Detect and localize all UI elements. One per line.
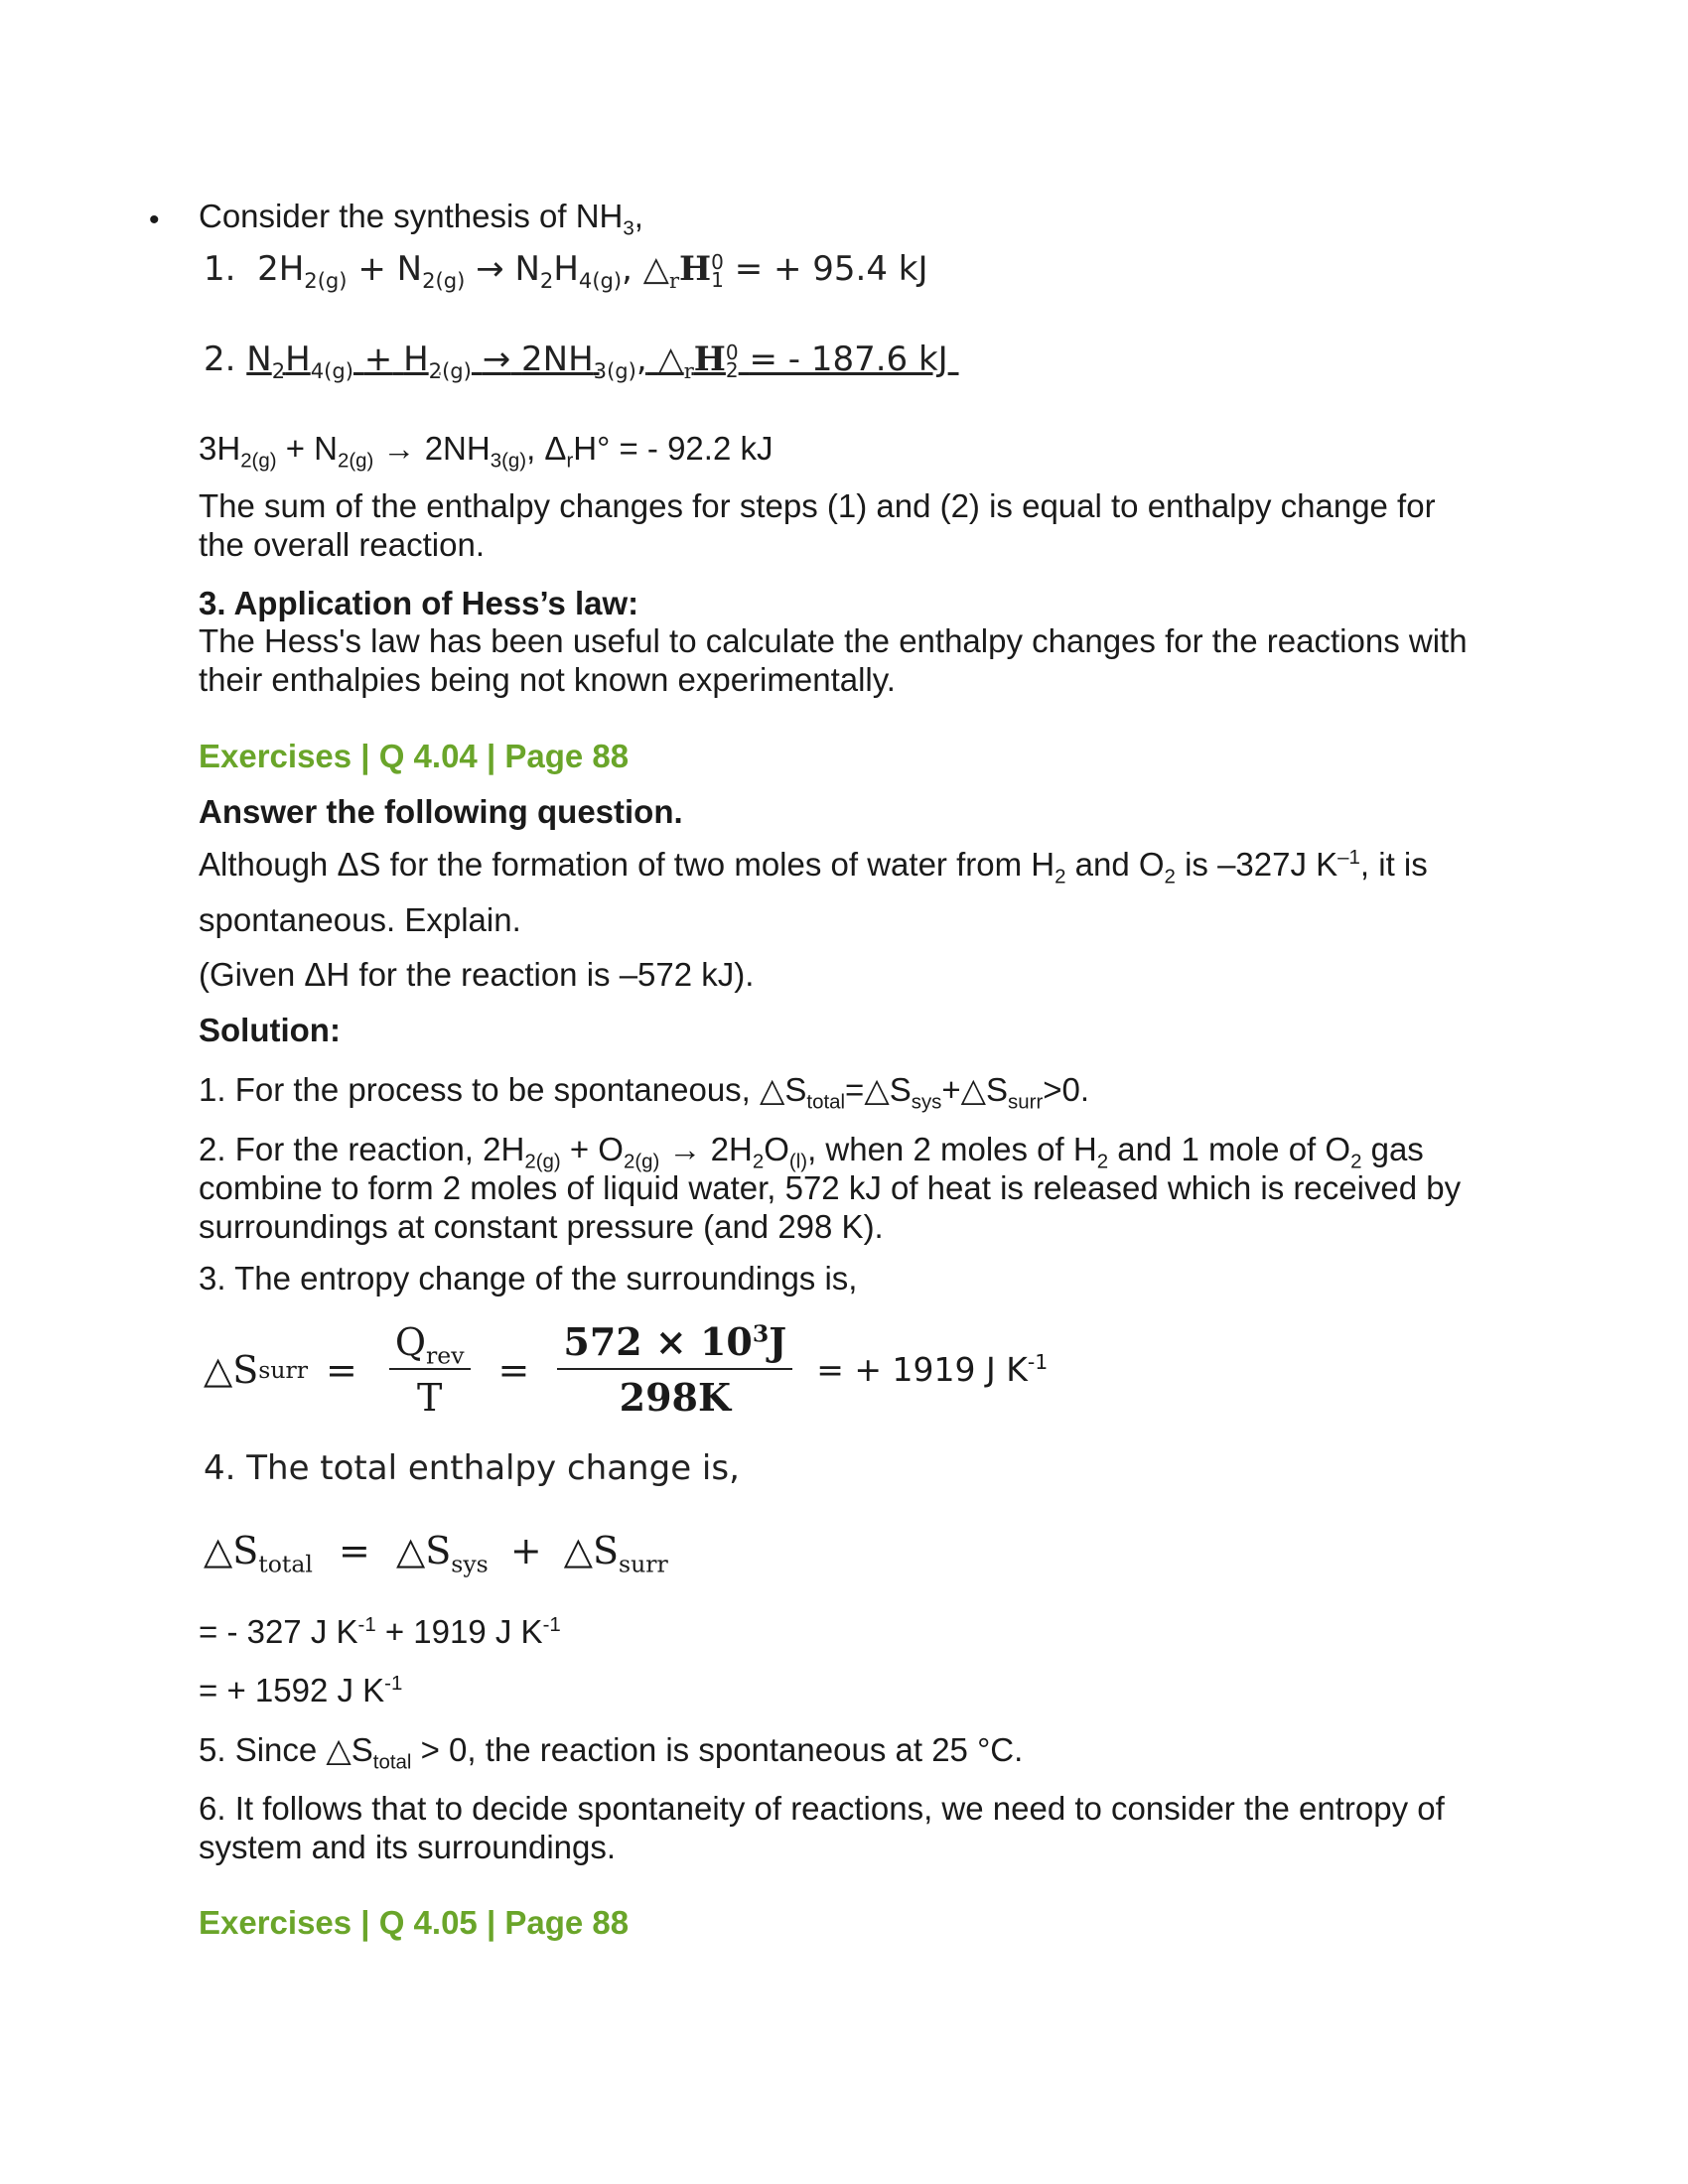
calculation-line-1: [199, 1612, 1489, 1651]
calc1-s1: -1: [357, 1613, 376, 1636]
step2-underlined: [246, 340, 958, 383]
solution-step-2: [199, 1130, 1509, 1246]
step2-comma: ,: [635, 340, 647, 379]
application-heading: 3. Application of Hess’s law:: [199, 585, 639, 621]
solution-step-4: 4. The total enthalpy change is,: [204, 1448, 740, 1488]
step1-value: = + 95.4 kJ: [734, 249, 928, 289]
question-sup: –1: [1337, 846, 1360, 869]
step1-r: r: [668, 267, 680, 293]
sol2-p6: and 1 mole of O: [1108, 1131, 1351, 1167]
sol5-p1: 5. Since △S: [199, 1731, 373, 1768]
sol2-p3: → 2H: [659, 1131, 753, 1167]
fraction2-denominator: 298K: [619, 1375, 731, 1420]
eq-surr-num2-end: J: [769, 1319, 787, 1364]
eq-surr-result: [816, 1348, 1048, 1392]
step1-prod: N: [514, 249, 540, 289]
overall-arrow: → 2NH: [373, 430, 491, 467]
intro-text: Consider the synthesis of NH: [199, 198, 624, 234]
step2-plus: +: [363, 340, 393, 379]
intro-sub: 3: [623, 216, 634, 240]
sum-paragraph: The sum of the enthalpy changes for steps (1) and (2) is equal to enthalpy change for the overall reaction.: [199, 487, 1436, 563]
equation-total: [204, 1529, 1494, 1578]
question-s2: 2: [1164, 865, 1176, 888]
sol2-p4: O: [764, 1131, 789, 1167]
step1-sub: 1: [711, 267, 724, 292]
eq-surr-num1: Q: [394, 1320, 427, 1364]
sol1-s3: surr: [1008, 1090, 1044, 1114]
step1-comma: ,: [622, 249, 633, 289]
step2-sub: 2: [725, 357, 739, 382]
fraction-q-over-t: [389, 1320, 471, 1420]
eq-total-equals: =: [339, 1529, 370, 1572]
step2-r1-mid: H: [285, 340, 311, 379]
sol2-p5: , when 2 moles of H: [807, 1131, 1097, 1167]
calc1-p1: = - 327 J K: [199, 1613, 358, 1650]
sol2-p7: gas combine to form 2 moles of liquid water, 572 kJ of heat is released which is received by surroundings at constant pressure (and 298 K).: [199, 1131, 1462, 1245]
solution-step-3: 3. The entropy change of the surroundings is,: [199, 1260, 858, 1297]
sol5-s1: total: [372, 1750, 412, 1774]
sol2-s3: 2: [752, 1150, 765, 1173]
sol2-s1: 2(g): [524, 1150, 561, 1173]
bullet-dot: •: [149, 204, 160, 236]
intro-end: ,: [633, 198, 643, 234]
step2-num: 2.: [204, 340, 236, 379]
step1-lhs2: N: [396, 249, 423, 289]
intro-line: [199, 197, 1489, 240]
eq-total-b-sub: surr: [619, 1550, 668, 1578]
eq-surr-equals1: =: [326, 1348, 357, 1392]
step1-plus: +: [357, 249, 386, 289]
overall-equation: [199, 429, 1489, 473]
equation-surroundings: △S surr = $\frac{Q_{rev}}{T}$ = $\frac{572 \times 10^3J}{298K}$ = + 1919 J $K^{-1}$: [204, 1319, 1049, 1420]
step1-lhs2-sub: 2(g): [422, 267, 466, 293]
sol2-s6: 2: [1350, 1150, 1362, 1173]
exercise-heading-q405: Exercises | Q 4.05 | Page 88: [199, 1904, 630, 1941]
step1-lhs1-sub: 2(g): [304, 267, 348, 293]
application-paragraph: The Hess's law has been useful to calculate the enthalpy changes for the reactions with their enthalpies being not known experimentally.: [199, 622, 1468, 698]
exercise-heading-q404: Exercises | Q 4.04 | Page 88: [199, 738, 630, 774]
calculation-line-2: [199, 1671, 1489, 1709]
sol2-p2: + O: [560, 1131, 624, 1167]
step2-r: r: [683, 357, 694, 383]
step2-prod-sub: 3(g): [593, 357, 636, 383]
overall-rest-sub: r: [566, 449, 574, 473]
step2-supsub: [725, 340, 739, 382]
step2-delta: △: [657, 340, 684, 379]
fraction1-denominator: T: [417, 1376, 443, 1420]
eq-surr-result-text: = + 1919 J K: [816, 1350, 1028, 1389]
step1-H: H: [679, 249, 712, 289]
eq-total-a-sub: sys: [451, 1550, 489, 1578]
sol1-end: >0.: [1043, 1071, 1090, 1108]
step2-r2: H: [403, 340, 429, 379]
sol1-s1: total: [806, 1090, 846, 1114]
sol2-p1: 2. For the reaction, 2H: [199, 1131, 525, 1167]
step1-prod-sub2: 4(g): [578, 267, 623, 293]
eq-surr-result-sup: -1: [1027, 1350, 1049, 1374]
step2-H: H: [693, 340, 726, 379]
question-p1: Although ΔS for the formation of two moles of water from H: [199, 846, 1055, 883]
step2-r2-sub: 2(g): [428, 357, 472, 383]
step1-supsub: [711, 249, 724, 292]
calc2-p1: = + 1592 J K: [199, 1672, 385, 1708]
solution-step-5: [199, 1730, 1489, 1774]
sol2-s4: (l): [788, 1150, 808, 1173]
step1-prod-sub1: 2: [539, 267, 554, 293]
question-p3: is –327J K: [1175, 846, 1338, 883]
step1-num: 1.: [204, 249, 236, 289]
eq-surr-num2-sup: 3: [752, 1319, 770, 1348]
step2-r1-sub2: 4(g): [310, 357, 353, 383]
step1-delta: △: [642, 249, 669, 289]
overall-plus: + N: [276, 430, 338, 467]
step2-r1: N: [246, 340, 272, 379]
step2-r1-sub: 2: [271, 357, 286, 383]
question-line-1: [199, 845, 1489, 888]
fraction2-numerator: [557, 1320, 792, 1370]
eq-surr-num1-sub: rev: [426, 1341, 465, 1370]
calc1-s2: -1: [542, 1613, 561, 1636]
eq-surr-num2: 572 × 10: [563, 1319, 753, 1364]
overall-a-sub: 2(g): [240, 449, 277, 473]
step1-arrow: →: [476, 249, 504, 289]
step1-prod-mid: H: [553, 249, 579, 289]
calc2-s1: -1: [384, 1672, 403, 1695]
step2-sup: 0: [725, 340, 739, 364]
question-p4: , it is: [1359, 846, 1428, 883]
solution-heading: Solution:: [199, 1012, 341, 1048]
eq-total-b: △S: [563, 1529, 620, 1572]
sol1-mid1: =△S: [845, 1071, 912, 1108]
overall-a: 3H: [199, 430, 241, 467]
eq-surr-equals2: =: [497, 1348, 530, 1392]
overall-c-sub: 3(g): [490, 449, 527, 473]
question-s1: 2: [1055, 865, 1066, 888]
eq-surr-lhs: △S: [204, 1348, 259, 1392]
step1-lhs1: 2H: [257, 249, 305, 289]
solution-step-6: 6. It follows that to decide spontaneity of reactions, we need to consider the entropy of system and its surroundings.: [199, 1790, 1445, 1865]
solution-step-1: [199, 1070, 1489, 1114]
eq-total-a: △S: [395, 1529, 452, 1572]
eq-total-lhs: △S: [204, 1529, 259, 1572]
overall-rest1: , Δ: [526, 430, 567, 467]
sol2-s5: 2: [1096, 1150, 1109, 1173]
step1-sup: 0: [711, 249, 724, 274]
step2-value: = - 187.6 kJ: [749, 340, 948, 379]
calc1-p2: + 1919 J K: [375, 1613, 543, 1650]
answer-heading: Answer the following question.: [199, 793, 683, 830]
eq-total-plus: +: [509, 1529, 542, 1572]
question-p2: and O: [1065, 846, 1165, 883]
eq-total-lhs-sub: total: [258, 1550, 313, 1578]
fraction-heat-over-temp: [557, 1320, 792, 1420]
step2-equation: [204, 340, 1494, 383]
question-line-2: spontaneous. Explain.: [199, 901, 521, 938]
sol1-s2: sys: [911, 1090, 942, 1114]
fraction1-numerator: [389, 1320, 471, 1370]
step2-prod: 2NH: [521, 340, 594, 379]
question-line-3: (Given ΔH for the reaction is –572 kJ).: [199, 956, 755, 993]
overall-b-sub: 2(g): [338, 449, 374, 473]
sol1-text: 1. For the process to be spontaneous, △S: [199, 1071, 807, 1108]
sol5-p2: > 0, the reaction is spontaneous at 25 °C.: [411, 1731, 1024, 1768]
overall-rest2: H° = - 92.2 kJ: [573, 430, 774, 467]
step2-arrow: →: [482, 340, 511, 379]
step1-equation: [204, 249, 1494, 293]
sol1-mid2: +△S: [941, 1071, 1009, 1108]
sol2-s2: 2(g): [623, 1150, 660, 1173]
